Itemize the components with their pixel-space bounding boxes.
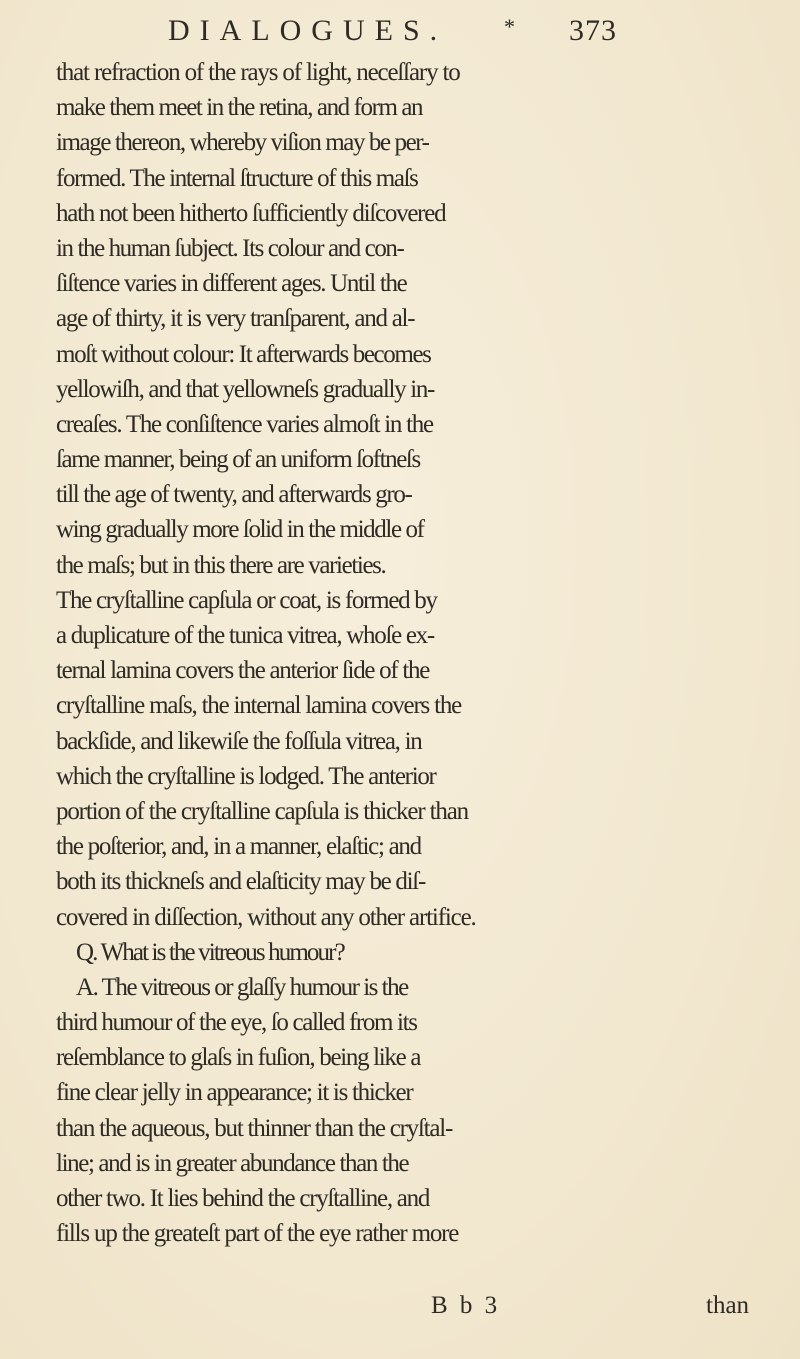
text-line-3: image thereon, whereby viſion may be per- xyxy=(56,129,429,157)
text-line-14: wing gradually more ſolid in the middle of xyxy=(56,516,424,544)
signature-mark: B b 3 xyxy=(431,1292,501,1319)
text-line-23: the poſterior, and, in a manner, elaſtic; and xyxy=(56,833,421,861)
text-line-34: fills up the greateſt part of the eye rather more xyxy=(56,1220,459,1248)
question-line: Q. What is the vitreous humour? xyxy=(76,938,344,966)
text-line-28: third humour of the eye, ſo called from its xyxy=(56,1009,417,1037)
text-line-2: make them meet in the retina, and form an xyxy=(56,94,423,122)
running-head-title: DIALOGUES. xyxy=(168,14,448,47)
answer-line: A. The vitreous or glaſſy humour is the xyxy=(76,973,408,1001)
text-line-5: hath not been hitherto ſufficiently diſcovered xyxy=(56,199,446,227)
text-line-13: till the age of twenty, and afterwards gro- xyxy=(56,481,412,509)
text-line-21: which the cryſtalline is lodged. The anterior xyxy=(56,762,436,790)
text-line-30: fine clear jelly in appearance; it is thicker xyxy=(56,1079,413,1107)
text-line-19: cryſtalline maſs, the internal lamina covers the xyxy=(56,692,462,720)
catchword: than xyxy=(706,1292,750,1319)
text-line-24: both its thickneſs and elaſticity may be diſ- xyxy=(56,868,425,896)
text-line-22: portion of the cryſtalline capſula is thicker than xyxy=(56,797,468,825)
catchline xyxy=(0,1286,800,1326)
text-line-12: ſame manner, being of an uniform ſoftneſs xyxy=(56,446,420,474)
page-number: 373 xyxy=(569,14,617,47)
text-line-32: line; and is in greater abundance than the xyxy=(56,1149,409,1177)
text-line-9: moſt without colour: It afterwards becomes xyxy=(56,340,431,368)
text-line-15: the maſs; but in this there are varieties. xyxy=(56,551,386,579)
text-line-8: age of thirty, it is very tranſparent, and al- xyxy=(56,305,415,333)
text-line-4: formed. The internal ſtructure of this maſs xyxy=(56,164,418,192)
running-head xyxy=(168,8,668,54)
text-line-31: than the aqueous, but thinner than the cryſtal- xyxy=(56,1114,453,1142)
text-line-20: backſide, and likewiſe the foſſula vitrea, in xyxy=(56,727,422,755)
text-line-7: ſiſtence varies in different ages. Until the xyxy=(56,270,407,298)
text-line-1: that refraction of the rays of light, neceſſary to xyxy=(56,59,460,86)
body-text xyxy=(56,55,798,1251)
text-line-17: a duplicature of the tunica vitrea, whoſe ex- xyxy=(56,622,434,649)
text-line-18: ternal lamina covers the anterior ſide of the xyxy=(56,657,430,685)
text-line-25: covered in diſſection, without any other artifice. xyxy=(56,903,476,931)
text-line-16: The cryſtalline capſula or coat, is formed by xyxy=(56,586,437,614)
running-head-mark: * xyxy=(504,14,515,39)
text-line-10: yellowiſh, and that yellowneſs gradually in- xyxy=(56,375,435,403)
text-line-11: creaſes. The conſiſtence varies almoſt in the xyxy=(56,410,433,438)
text-line-29: reſemblance to glaſs in fuſion, being like a xyxy=(56,1044,421,1072)
text-line-6: in the human ſubject. Its colour and con- xyxy=(56,234,404,262)
text-line-33: other two. It lies behind the cryſtalline, and xyxy=(56,1185,430,1212)
